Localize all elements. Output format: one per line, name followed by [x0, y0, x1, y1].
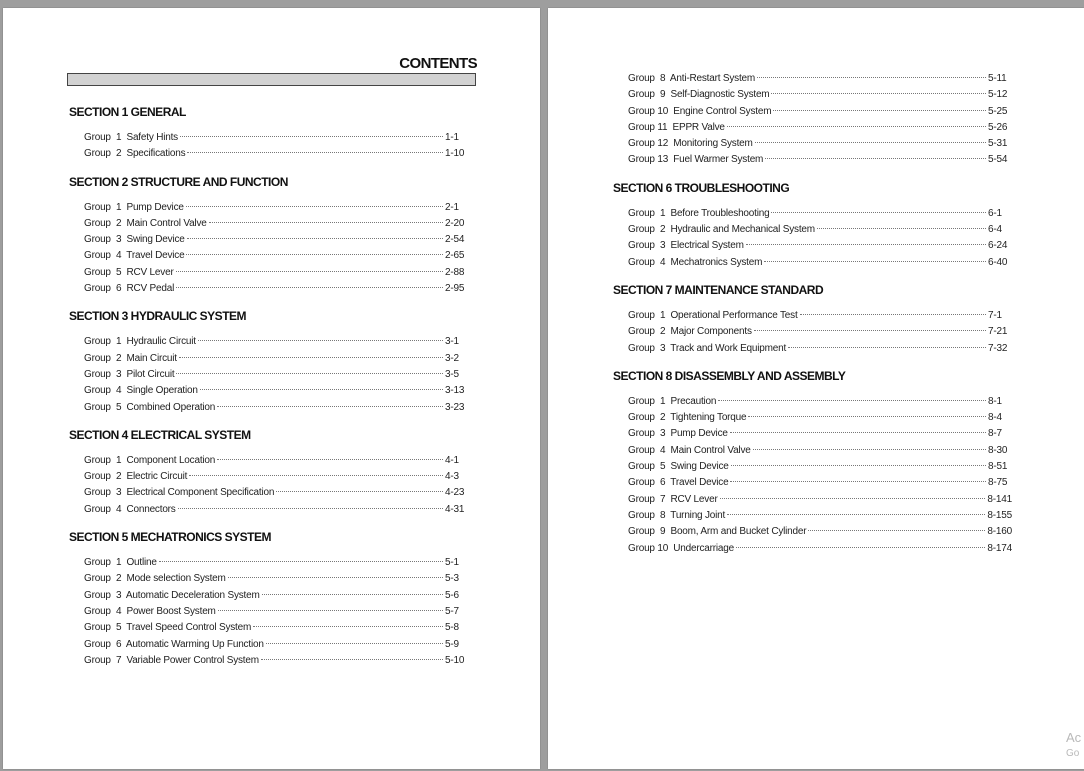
- toc-entry[interactable]: [613, 341, 1012, 357]
- toc-entry[interactable]: [69, 469, 469, 485]
- dot-leader: [186, 254, 443, 255]
- toc-section: [613, 180, 1012, 282]
- toc-entry-page-number: 5-26: [988, 121, 1008, 133]
- dot-leader: [720, 498, 986, 499]
- toc-entry-page-number: 5-9: [445, 638, 459, 650]
- dot-leader: [198, 340, 443, 341]
- toc-entry[interactable]: [69, 351, 469, 367]
- toc-entry-page-number: 4-23: [445, 487, 465, 499]
- toc-entry-page-number: 2-88: [445, 266, 465, 278]
- section-title: SECTION 7 MAINTENANCE STANDARD: [613, 282, 824, 297]
- toc-entry[interactable]: [69, 620, 469, 636]
- toc-entry-label: Group 1 Precaution: [628, 395, 717, 407]
- toc-entry[interactable]: [613, 206, 1012, 222]
- toc-section: [613, 71, 1012, 180]
- section-title: SECTION 4 ELECTRICAL SYSTEM: [69, 427, 251, 442]
- toc-entry-page-number: 3-23: [445, 401, 465, 413]
- toc-entry-label: Group 13 Fuel Warmer System: [628, 154, 764, 166]
- toc-entry-page-number: 2-1: [445, 201, 459, 213]
- toc-entry-page-number: 6-1: [988, 207, 1002, 219]
- dot-leader: [746, 244, 986, 245]
- dot-leader: [187, 152, 443, 153]
- toc-entry-page-number: 5-6: [445, 589, 459, 601]
- section-title: SECTION 2 STRUCTURE AND FUNCTION: [69, 174, 288, 189]
- toc-entry-page-number: 4-31: [445, 503, 465, 515]
- toc-entry[interactable]: [69, 265, 469, 281]
- toc-entry[interactable]: [613, 308, 1012, 324]
- toc-section: [69, 174, 469, 309]
- toc-entry-page-number: 7-32: [988, 342, 1008, 354]
- toc-entry-label: Group 10 Engine Control System: [628, 105, 772, 117]
- toc-entry-page-number: 8-30: [988, 444, 1008, 456]
- dot-leader: [217, 459, 443, 460]
- toc-entry[interactable]: [613, 475, 1012, 491]
- toc-entry-label: Group 2 Specifications: [84, 148, 186, 160]
- toc-entry-label: Group 5 Combined Operation: [84, 401, 216, 413]
- toc-entry[interactable]: [613, 238, 1012, 254]
- toc-entry-page-number: 7-1: [988, 309, 1002, 321]
- dot-leader: [228, 577, 443, 578]
- toc-entry-label: Group 1 Hydraulic Circuit: [84, 336, 196, 348]
- dot-leader: [178, 508, 443, 509]
- toc-entry-page-number: 3-13: [445, 385, 465, 397]
- dot-leader: [736, 547, 985, 548]
- toc-column-right: [613, 71, 1012, 568]
- toc-entry[interactable]: [613, 222, 1012, 238]
- toc-entry-page-number: 3-2: [445, 352, 459, 364]
- toc-entry[interactable]: [613, 410, 1012, 426]
- toc-entry-page-number: 5-3: [445, 573, 459, 585]
- dot-leader: [200, 389, 443, 390]
- dot-leader: [757, 77, 986, 78]
- toc-entry-label: Group 5 Swing Device: [628, 461, 729, 473]
- toc-entry[interactable]: [613, 152, 1012, 168]
- toc-entry[interactable]: [613, 324, 1012, 340]
- toc-entry-page-number: 1-1: [445, 132, 459, 143]
- toc-entry-page-number: 7-21: [988, 326, 1008, 338]
- toc-entry[interactable]: [69, 571, 469, 587]
- toc-entry-label: Group 6 RCV Pedal: [84, 283, 175, 295]
- section-spacer: [613, 169, 1012, 180]
- toc-entry-page-number: 8-7: [988, 428, 1002, 440]
- toc-section: [69, 529, 469, 680]
- dot-leader: [800, 314, 986, 315]
- toc-entry-page-number: 6-40: [988, 256, 1008, 268]
- title-bar: [67, 73, 476, 86]
- dot-leader: [180, 136, 443, 137]
- toc-entry[interactable]: [69, 130, 469, 146]
- dot-leader: [773, 110, 986, 111]
- toc-entry[interactable]: [613, 524, 1012, 540]
- toc-entry-label: Group 5 RCV Lever: [84, 266, 174, 278]
- dot-leader: [261, 659, 443, 660]
- dot-leader: [253, 626, 443, 627]
- toc-entry-label: Group 4 Single Operation: [84, 385, 198, 397]
- toc-entry-label: Group 4 Main Control Valve: [628, 444, 751, 456]
- toc-entry[interactable]: [69, 485, 469, 501]
- toc-entry[interactable]: [69, 604, 469, 620]
- toc-entry-page-number: 4-3: [445, 471, 459, 483]
- toc-entry-label: Group 7 Variable Power Control System: [84, 654, 259, 666]
- toc-entry-page-number: 8-75: [988, 477, 1008, 489]
- dot-leader: [176, 287, 443, 288]
- watermark-line-1: Ac: [1066, 730, 1082, 745]
- toc-column-left: [69, 104, 469, 680]
- toc-entry-label: Group 1 Outline: [84, 557, 157, 569]
- dot-leader: [764, 261, 986, 262]
- toc-entry-page-number: 8-141: [987, 493, 1012, 505]
- toc-entry-page-number: 2-95: [445, 283, 465, 295]
- toc-entry-page-number: 2-20: [445, 217, 465, 229]
- toc-entry[interactable]: [613, 443, 1012, 459]
- toc-entry-page-number: 6-24: [988, 240, 1008, 252]
- toc-entry-label: Group 2 Mode selection System: [84, 573, 226, 585]
- section-title: SECTION 5 MECHATRONICS SYSTEM: [69, 530, 271, 545]
- dot-leader: [755, 142, 986, 143]
- toc-entry-label: Group 1 Safety Hints: [84, 132, 178, 143]
- dot-leader: [159, 561, 443, 562]
- section-title: SECTION 6 TROUBLESHOOTING: [613, 180, 790, 195]
- dot-leader: [808, 530, 985, 531]
- toc-entry[interactable]: [613, 459, 1012, 475]
- toc-entry-label: Group 3 Electrical Component Specification: [84, 487, 275, 499]
- section-spacer: [69, 297, 469, 308]
- toc-entry-page-number: 5-11: [988, 73, 1007, 84]
- toc-entry[interactable]: [69, 367, 469, 383]
- toc-entry-label: Group 3 Pump Device: [628, 428, 728, 440]
- toc-entry-page-number: 8-1: [988, 395, 1002, 407]
- toc-entry-label: Group 1 Component Location: [84, 454, 216, 466]
- toc-section: [613, 282, 1012, 368]
- toc-entry-page-number: 8-160: [987, 526, 1012, 538]
- dot-leader: [727, 126, 986, 127]
- toc-entry-label: Group 6 Automatic Warming Up Function: [84, 638, 264, 650]
- section-title: SECTION 1 GENERAL: [69, 105, 186, 119]
- toc-entry-label: Group 2 Hydraulic and Mechanical System: [628, 224, 815, 236]
- dot-leader: [176, 271, 443, 272]
- toc-entry-label: Group 1 Pump Device: [84, 201, 184, 213]
- toc-entry-label: Group 1 Before Troubleshooting: [628, 207, 770, 219]
- section-spacer: [69, 416, 469, 427]
- toc-entry[interactable]: [613, 508, 1012, 524]
- dot-leader: [276, 491, 443, 492]
- toc-entry-label: Group 4 Power Boost System: [84, 605, 216, 617]
- dot-leader: [788, 347, 986, 348]
- dot-leader: [218, 610, 443, 611]
- page-title: CONTENTS: [399, 55, 477, 72]
- toc-entry[interactable]: [69, 502, 469, 518]
- section-spacer: [69, 518, 469, 529]
- section-spacer: [69, 163, 469, 174]
- dot-leader: [771, 212, 986, 213]
- toc-entry[interactable]: [69, 146, 469, 162]
- toc-entry[interactable]: [69, 383, 469, 399]
- dot-leader: [730, 432, 986, 433]
- toc-entry[interactable]: [69, 637, 469, 653]
- toc-entry-page-number: 8-155: [987, 509, 1012, 521]
- toc-section: [69, 308, 469, 426]
- toc-entry[interactable]: [613, 136, 1012, 152]
- toc-entry[interactable]: [69, 232, 469, 248]
- toc-entry-page-number: 8-4: [988, 412, 1002, 424]
- toc-entry-label: Group 11 EPPR Valve: [628, 121, 725, 133]
- toc-entry-label: Group 3 Pilot Circuit: [84, 368, 175, 380]
- dot-leader: [186, 206, 443, 207]
- toc-entry-page-number: 5-10: [445, 654, 465, 666]
- toc-entry[interactable]: [69, 400, 469, 416]
- toc-entry-page-number: 5-12: [988, 89, 1008, 101]
- dot-leader: [730, 481, 986, 482]
- toc-entry-label: Group 10 Undercarriage: [628, 542, 735, 554]
- dot-leader: [771, 93, 986, 94]
- toc-entry-label: Group 5 Travel Speed Control System: [84, 622, 252, 634]
- toc-entry-label: Group 4 Travel Device: [84, 250, 185, 262]
- toc-entry-label: Group 6 Travel Device: [628, 477, 729, 489]
- toc-entry[interactable]: [69, 653, 469, 669]
- toc-entry-label: Group 3 Swing Device: [84, 234, 185, 246]
- toc-entry-label: Group 9 Boom, Arm and Bucket Cylinder: [628, 526, 807, 538]
- dot-leader: [262, 594, 443, 595]
- toc-entry-page-number: 2-65: [445, 250, 465, 262]
- section-title: SECTION 8 DISASSEMBLY AND ASSEMBLY: [613, 368, 846, 383]
- toc-section: [613, 368, 1012, 568]
- dot-leader: [209, 222, 443, 223]
- toc-entry[interactable]: [613, 120, 1012, 136]
- toc-entry-label: Group 2 Tightening Torque: [628, 412, 747, 424]
- toc-entry-page-number: 8-174: [987, 542, 1012, 554]
- toc-entry[interactable]: [69, 281, 469, 297]
- section-spacer: [613, 557, 1012, 568]
- toc-entry-label: Group 3 Track and Work Equipment: [628, 342, 787, 354]
- toc-entry[interactable]: [69, 555, 469, 571]
- toc-entry-label: Group 4 Connectors: [84, 503, 176, 515]
- dot-leader: [727, 514, 985, 515]
- dot-leader: [189, 475, 443, 476]
- toc-entry[interactable]: [69, 334, 469, 350]
- toc-entry-label: Group 2 Major Components: [628, 326, 752, 338]
- dot-leader: [765, 158, 986, 159]
- toc-entry-page-number: 8-51: [988, 461, 1008, 473]
- watermark-line-2: Go: [1066, 748, 1080, 759]
- section-spacer: [613, 357, 1012, 368]
- toc-entry[interactable]: [69, 588, 469, 604]
- toc-entry[interactable]: [613, 541, 1012, 557]
- toc-entry[interactable]: [69, 200, 469, 216]
- toc-entry[interactable]: [613, 71, 1012, 87]
- toc-entry-label: Group 1 Operational Performance Test: [628, 309, 798, 321]
- toc-entry-page-number: 5-8: [445, 622, 459, 634]
- toc-entry-label: Group 9 Self-Diagnostic System: [628, 89, 770, 101]
- toc-entry-page-number: 5-7: [445, 605, 459, 617]
- toc-entry[interactable]: [69, 453, 469, 469]
- toc-entry[interactable]: [613, 394, 1012, 410]
- dot-leader: [718, 400, 986, 401]
- document-page-right: [548, 8, 1084, 769]
- toc-entry-page-number: 2-54: [445, 234, 465, 246]
- toc-entry-label: Group 2 Main Control Valve: [84, 217, 207, 229]
- section-spacer: [69, 669, 469, 680]
- toc-entry-page-number: 5-25: [988, 105, 1008, 117]
- toc-entry-page-number: 5-54: [988, 154, 1008, 166]
- toc-entry[interactable]: [613, 104, 1012, 120]
- toc-entry-page-number: 3-5: [445, 368, 459, 380]
- toc-entry-label: Group 3 Automatic Deceleration System: [84, 589, 260, 601]
- dot-leader: [176, 373, 443, 374]
- document-page-left: [3, 8, 540, 769]
- toc-entry-label: Group 2 Electric Circuit: [84, 471, 188, 483]
- dot-leader: [187, 238, 443, 239]
- activation-watermark: [1066, 730, 1084, 762]
- dot-leader: [753, 449, 986, 450]
- toc-entry-page-number: 5-31: [988, 138, 1008, 150]
- toc-entry-label: Group 3 Electrical System: [628, 240, 744, 252]
- toc-entry-label: Group 8 Anti-Restart System: [628, 73, 756, 84]
- toc-entry-page-number: 3-1: [445, 336, 459, 348]
- toc-entry-page-number: 4-1: [445, 454, 459, 466]
- toc-entry[interactable]: [69, 216, 469, 232]
- section-title: SECTION 3 HYDRAULIC SYSTEM: [69, 309, 247, 324]
- toc-entry-label: Group 7 RCV Lever: [628, 493, 718, 505]
- toc-entry-label: Group 4 Mechatronics System: [628, 256, 763, 268]
- toc-entry[interactable]: [613, 255, 1012, 271]
- toc-entry[interactable]: [613, 87, 1012, 103]
- section-spacer: [613, 271, 1012, 282]
- dot-leader: [817, 228, 986, 229]
- toc-section: [69, 104, 469, 174]
- dot-leader: [731, 465, 986, 466]
- dot-leader: [748, 416, 986, 417]
- toc-entry-label: Group 2 Main Circuit: [84, 352, 177, 364]
- toc-entry-label: Group 12 Monitoring System: [628, 138, 753, 150]
- toc-entry[interactable]: [69, 248, 469, 264]
- dot-leader: [266, 643, 443, 644]
- dot-leader: [754, 330, 986, 331]
- toc-entry-page-number: 6-4: [988, 224, 1002, 236]
- toc-entry-page-number: 5-1: [445, 557, 459, 569]
- toc-entry-label: Group 8 Turning Joint: [628, 509, 726, 521]
- dot-leader: [179, 357, 443, 358]
- toc-entry[interactable]: [613, 492, 1012, 508]
- toc-entry-page-number: 1-10: [445, 148, 465, 160]
- toc-section: [69, 427, 469, 529]
- toc-entry[interactable]: [613, 426, 1012, 442]
- dot-leader: [217, 406, 443, 407]
